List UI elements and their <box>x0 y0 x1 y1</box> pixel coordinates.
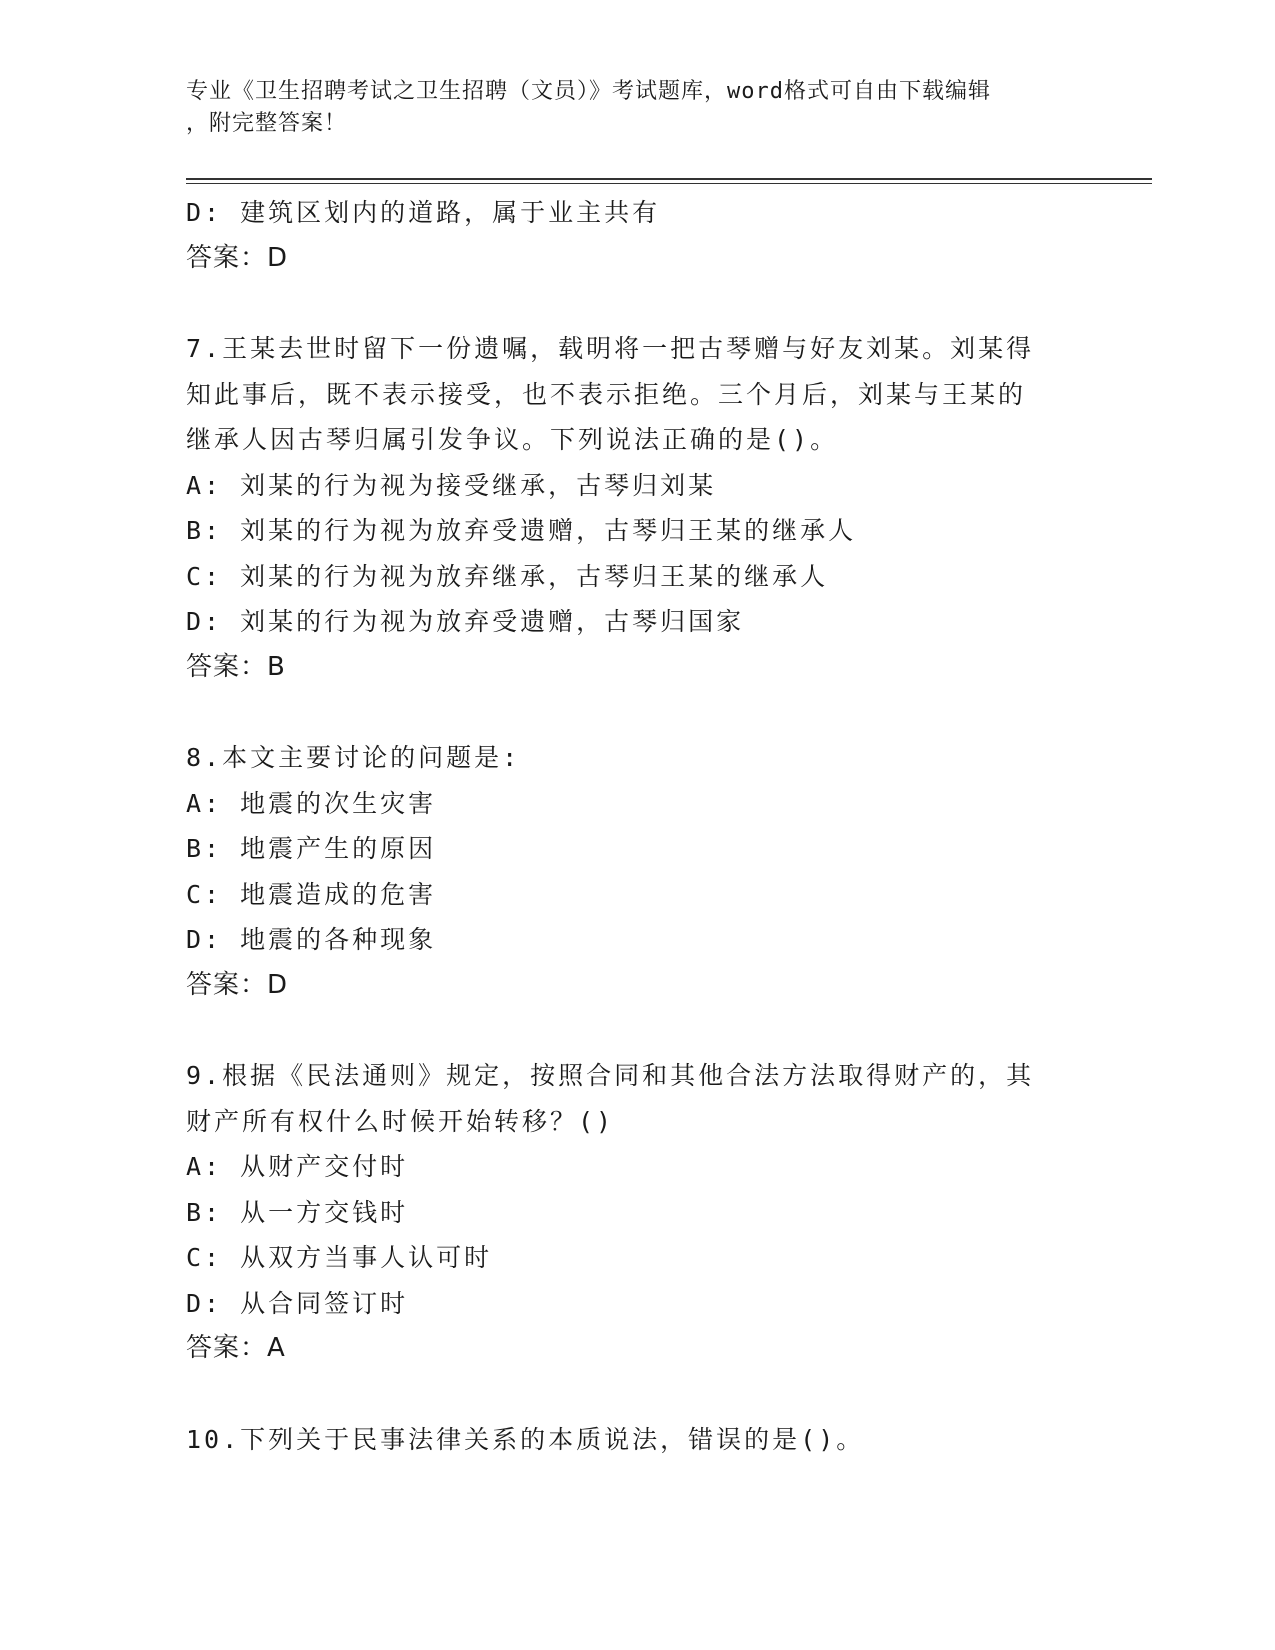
header-line-1: 专业《卫生招聘考试之卫生招聘（文员）》考试题库，word格式可自由下载编辑 <box>186 79 991 104</box>
question-stem-line: 10.下列关于民事法律关系的本质说法，错误的是()。 <box>186 1424 865 1454</box>
spacer <box>186 1372 1066 1417</box>
answer: 答案：B <box>186 651 286 682</box>
prev-answer: 答案：D <box>186 242 289 273</box>
spacer <box>186 1008 1066 1053</box>
question-8 <box>186 735 1066 1008</box>
option-a: A: 刘某的行为视为接受继承，古琴归刘某 <box>186 470 717 500</box>
question-10 <box>186 1417 1066 1463</box>
answer: 答案：A <box>186 1333 286 1363</box>
question-content <box>186 190 1066 1462</box>
option-b: B: 刘某的行为视为放弃受遗赠，古琴归王某的继承人 <box>186 516 857 545</box>
option-b: B: 地震产生的原因 <box>186 834 437 863</box>
question-stem-line: 9.根据《民法通则》规定，按照合同和其他合法方法取得财产的，其 <box>186 1061 1035 1090</box>
option-d: D: 从合同签订时 <box>186 1288 409 1318</box>
question-stem-line: 财产所有权什么时候开始转移？() <box>186 1106 615 1136</box>
question-stem-line: 7.王某去世时留下一份遗嘱，载明将一把古琴赠与好友刘某。刘某得 <box>186 334 1035 363</box>
option-c: C: 从双方当事人认可时 <box>186 1243 493 1272</box>
option-a: A: 从财产交付时 <box>186 1152 409 1181</box>
option-b: B: 从一方交钱时 <box>186 1197 409 1227</box>
document-header <box>186 76 1066 140</box>
spacer <box>186 690 1066 735</box>
question-stem-line: 8.本文主要讨论的问题是: <box>186 743 521 772</box>
option-c: C: 地震造成的危害 <box>186 879 437 909</box>
answer: 答案：D <box>186 969 289 1000</box>
header-divider-thick <box>186 178 1152 180</box>
question-stem-line: 知此事后，既不表示接受，也不表示拒绝。三个月后，刘某与王某的 <box>186 379 1027 409</box>
option-d: D: 刘某的行为视为放弃受遗赠，古琴归国家 <box>186 607 745 636</box>
prev-option-d: D: 建筑区划内的道路，属于业主共有 <box>186 198 661 227</box>
spacer <box>186 281 1066 326</box>
header-divider-thin <box>186 183 1152 184</box>
question-stem-line: 继承人因古琴归属引发争议。下列说法正确的是()。 <box>186 425 839 454</box>
question-7 <box>186 326 1066 690</box>
option-a: A: 地震的次生灾害 <box>186 788 437 818</box>
question-9 <box>186 1053 1066 1372</box>
option-c: C: 刘某的行为视为放弃继承，古琴归王某的继承人 <box>186 561 829 591</box>
header-line-2: ，附完整答案！ <box>186 111 348 136</box>
option-d: D: 地震的各种现象 <box>186 925 437 954</box>
